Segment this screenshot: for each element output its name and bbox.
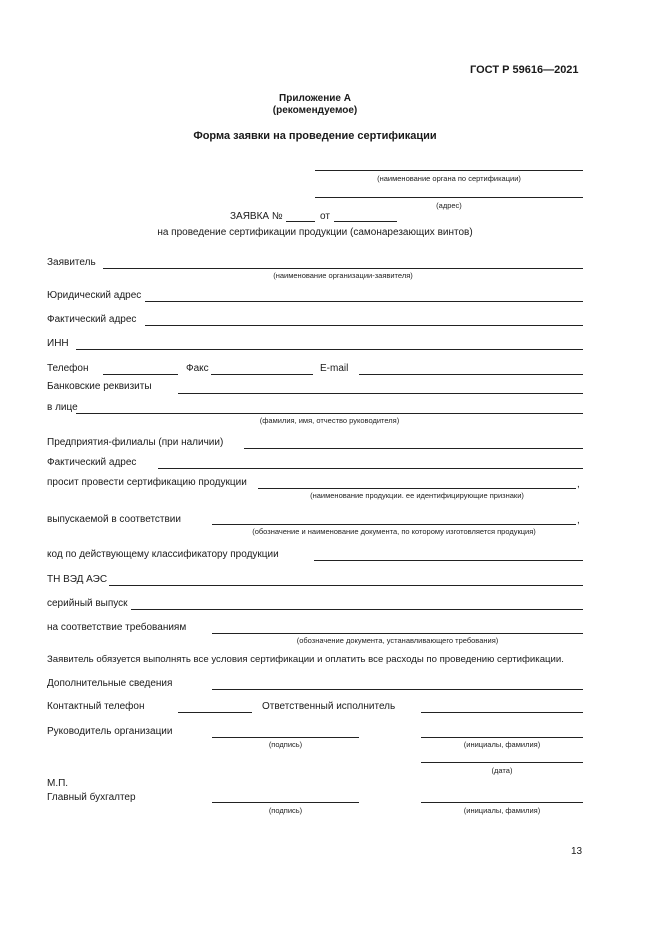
head-initials-line[interactable] <box>421 737 583 738</box>
address-caption: (адрес) <box>436 201 462 210</box>
product-line[interactable] <box>258 488 576 489</box>
requirement-line[interactable] <box>212 633 583 634</box>
application-date-label: от <box>320 211 330 222</box>
legal-address-label: Юридический адрес <box>47 290 142 301</box>
tn-ved-line[interactable] <box>109 585 583 586</box>
head-signature-caption: (подпись) <box>268 740 303 749</box>
application-date-line[interactable] <box>334 221 397 222</box>
applicant-caption: (наименование организации-заявителя) <box>273 271 413 280</box>
head-initials-caption: (инициалы, фамилия) <box>463 740 541 749</box>
address-line[interactable] <box>315 197 583 198</box>
conformity-label: на соответствие требованиям <box>47 622 187 633</box>
head-of-organization-label: Руководитель организации <box>47 726 173 737</box>
certification-body-line[interactable] <box>315 170 583 171</box>
applicant-line[interactable] <box>103 268 583 269</box>
obligation-text: Заявитель обязуется выполнять все условия сертификации и оплатить все расходы по проведению сертификации. <box>47 654 564 665</box>
certification-body-caption: (наименование органа по сертификации) <box>377 174 521 183</box>
page-number: 13 <box>571 846 583 857</box>
responsible-label: Ответственный исполнитель <box>262 701 396 712</box>
annex-type: (рекомендуемое) <box>272 105 358 116</box>
date-line[interactable] <box>421 762 583 763</box>
responsible-line[interactable] <box>421 712 583 713</box>
application-number-line[interactable] <box>286 221 315 222</box>
stamp-label: М.П. <box>47 778 69 789</box>
application-subtitle: на проведение сертификации продукции (самонарезающих винтов) <box>157 227 473 238</box>
fax-label: Факс <box>186 363 209 374</box>
represented-by-label: в лице <box>47 402 78 413</box>
application-number-label: ЗАЯВКА № <box>230 211 283 222</box>
accountant-signature-caption: (подпись) <box>268 806 303 815</box>
contact-phone-line[interactable] <box>178 712 252 713</box>
tn-ved-label: ТН ВЭД АЭС <box>47 574 108 585</box>
form-title: Форма заявки на проведение сертификации <box>193 130 437 142</box>
branch-address-label: Фактический адрес <box>47 457 137 468</box>
head-signature-line[interactable] <box>212 737 359 738</box>
branch-address-line[interactable] <box>158 468 583 469</box>
request-label: просит провести сертификацию продукции <box>47 477 247 488</box>
phone-line[interactable] <box>103 374 178 375</box>
phone-label: Телефон <box>47 363 89 374</box>
document-line[interactable] <box>212 524 576 525</box>
actual-address-line[interactable] <box>145 325 583 326</box>
fax-line[interactable] <box>211 374 313 375</box>
accountant-initials-line[interactable] <box>421 802 583 803</box>
inn-label: ИНН <box>47 338 69 349</box>
date-caption: (дата) <box>491 766 513 775</box>
serial-line[interactable] <box>131 609 583 610</box>
accountant-signature-line[interactable] <box>212 802 359 803</box>
additional-info-line[interactable] <box>212 689 583 690</box>
branches-line[interactable] <box>244 448 583 449</box>
document-caption: (обозначение и наименование документа, по которому изготовляется продукция) <box>252 527 536 536</box>
head-name-caption: (фамилия, имя, отчество руководителя) <box>259 416 400 425</box>
chief-accountant-label: Главный бухгалтер <box>47 792 136 803</box>
accountant-initials-caption: (инициалы, фамилия) <box>463 806 541 815</box>
produced-per-label: выпускаемой в соответствии <box>47 514 181 525</box>
product-comma: , <box>577 479 580 490</box>
inn-line[interactable] <box>76 349 583 350</box>
represented-by-line[interactable] <box>76 413 583 414</box>
actual-address-label: Фактический адрес <box>47 314 137 325</box>
classifier-code-label: код по действующему классификатору продукции <box>47 549 279 560</box>
standard-number: ГОСТ Р 59616—2021 <box>470 64 579 76</box>
legal-address-line[interactable] <box>145 301 583 302</box>
email-label: E-mail <box>320 363 349 374</box>
annex-title: Приложение А <box>279 93 351 104</box>
product-caption: (наименование продукции. ее идентифицирующие признаки) <box>310 491 524 500</box>
requirement-caption: (обозначение документа, устанавливающего требования) <box>296 636 499 645</box>
email-line[interactable] <box>359 374 583 375</box>
contact-phone-label: Контактный телефон <box>47 701 145 712</box>
serial-label: серийный выпуск <box>47 598 128 609</box>
bank-details-line[interactable] <box>178 393 583 394</box>
additional-info-label: Дополнительные сведения <box>47 678 173 689</box>
classifier-code-line[interactable] <box>314 560 583 561</box>
bank-details-label: Банковские реквизиты <box>47 381 152 392</box>
applicant-label: Заявитель <box>47 257 96 268</box>
branches-label: Предприятия-филиалы (при наличии) <box>47 437 224 448</box>
document-comma: , <box>577 515 580 526</box>
